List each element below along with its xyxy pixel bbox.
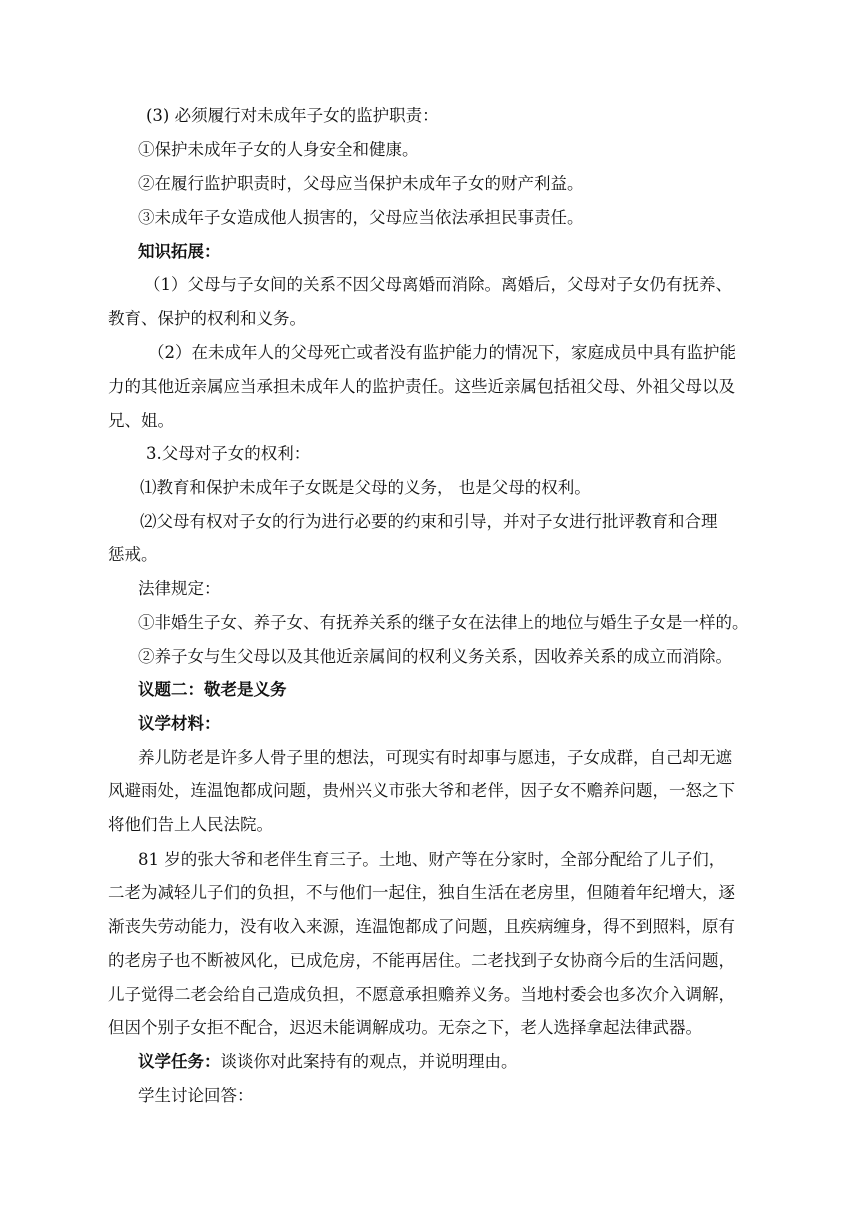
text-line: ⑴教育和保护未成年子女既是父母的义务， 也是父母的权利。 — [140, 478, 591, 497]
text-line: 教育、保护的权利和义务。 — [108, 309, 306, 328]
text-line: 惩戒。 — [108, 545, 158, 564]
text-line: 学生讨论回答： — [138, 1086, 254, 1105]
text-line: ①非婚生子女、养子女、有抚养关系的继子女在法律上的地位与婚生子女是一样的。 — [138, 613, 749, 632]
section-heading: 议学材料： — [138, 714, 221, 733]
text-line: 二老为减轻儿子们的负担，不与他们一起住，独自生活在老房里，但随着年纪增大，逐 — [108, 883, 735, 902]
text-line: 但因个别子女拒不配合，迟迟未能调解成功。无奈之下，老人选择拿起法律武器。 — [108, 1018, 702, 1037]
text-line: 儿子觉得二老会给自己造成负担，不愿意承担赡养义务。当地村委会也多次介入调解， — [108, 985, 735, 1004]
text-line: 养儿防老是许多人骨子里的想法，可现实有时却事与愿违，子女成群，自己却无遮 — [138, 748, 732, 767]
task-label: 议学任务： — [138, 1052, 221, 1071]
text-line: 将他们告上人民法院。 — [108, 815, 273, 834]
text-line: ⑵父母有权对子女的行为进行必要的约束和引导，并对子女进行批评教育和合理 — [140, 512, 718, 531]
text-line: 渐丧失劳动能力，没有收入来源，连温饱都成了问题，且疾病缠身，得不到照料，原有 — [108, 917, 735, 936]
task-text: 谈谈你对此案持有的观点，并说明理由。 — [220, 1052, 518, 1071]
text-line: 兄、姐。 — [108, 411, 174, 430]
text-line: 法律规定： — [138, 579, 221, 598]
text-line: ②养子女与生父母以及其他近亲属间的权利义务关系，因收养关系的成立而消除。 — [138, 647, 732, 666]
text-line: 的老房子也不断被风化，已成危房，不能再居住。二老找到子女协商今后的生活问题， — [108, 951, 735, 970]
text-line: ①保护未成年子女的人身安全和健康。 — [138, 140, 419, 159]
text-line: 力的其他近亲属应当承担未成年人的监护责任。这些近亲属包括祖父母、外祖父母以及 — [108, 377, 735, 396]
text-line: ②在履行监护职责时，父母应当保护未成年子女的财产利益。 — [138, 174, 584, 193]
section-heading: 议题二：敬老是义务 — [138, 680, 287, 699]
text-line: 3.父母对子女的权利： — [146, 444, 311, 463]
text-line: ③未成年子女造成他人损害的，父母应当依法承担民事责任。 — [138, 208, 584, 227]
task-line — [138, 1052, 758, 1072]
text-line: 81 岁的张大爷和老伴生育三子。土地、财产等在分家时，全部分配给了儿子们， — [138, 850, 726, 869]
text-line: （1）父母与子女间的关系不因父母离婚而消除。离婚后，父母对子女仍有抚养、 — [144, 275, 732, 294]
section-heading: 知识拓展： — [138, 242, 221, 261]
text-line: 风避雨处，连温饱都成问题，贵州兴义市张大爷和老伴，因子女不赡养问题，一怒之下 — [108, 781, 735, 800]
text-line: (3) 必须履行对未成年子女的监护职责： — [146, 106, 439, 125]
text-line: （2）在未成年人的父母死亡或者没有监护能力的情况下，家庭成员中具有监护能 — [148, 343, 736, 362]
